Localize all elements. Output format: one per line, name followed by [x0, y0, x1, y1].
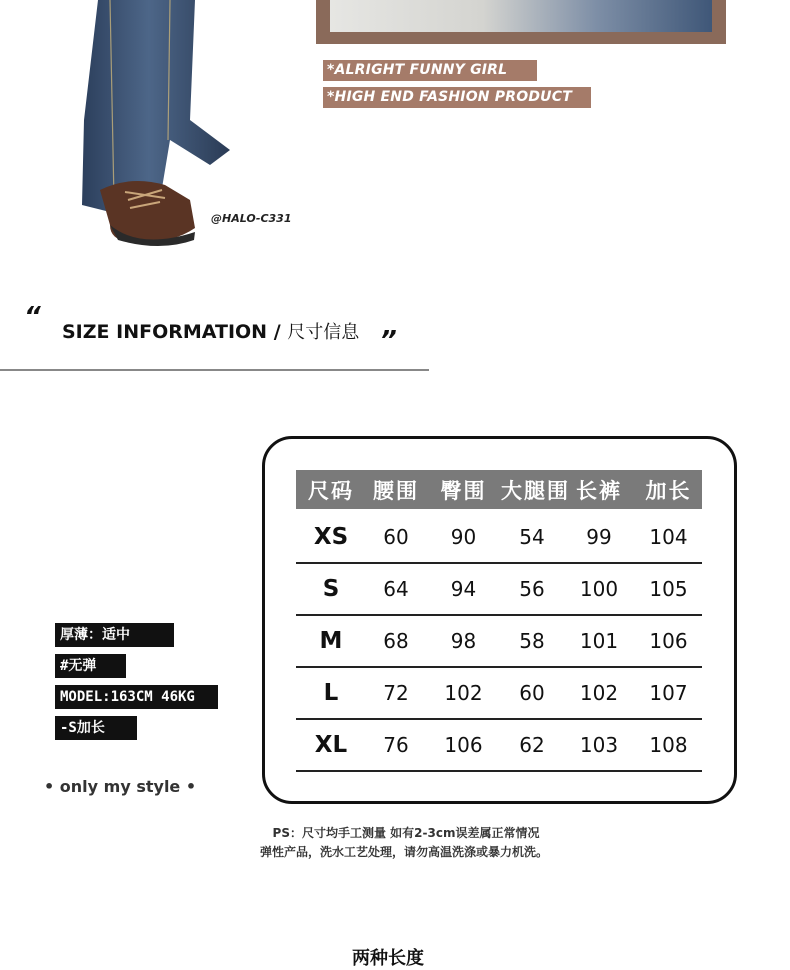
heading-cn: 尺寸信息	[287, 322, 360, 343]
size-table-header	[296, 470, 702, 509]
attr-model: MODEL:163CM 46KG	[55, 685, 218, 709]
cell-extended-length: 107	[649, 681, 688, 705]
attr-thickness: 厚薄：适中	[55, 623, 174, 647]
cell-size: M	[319, 628, 343, 654]
attr-elasticity: #无弹	[55, 654, 126, 678]
cell-hip: 94	[450, 577, 477, 601]
cell-size: L	[323, 680, 339, 706]
style-tagline: • only my style •	[44, 777, 197, 796]
tag-alright-funny-girl: *ALRIGHT FUNNY GIRL	[323, 60, 537, 81]
table-row	[296, 512, 702, 564]
cell-pants-length: 102	[579, 681, 619, 705]
cell-size: XS	[313, 524, 349, 550]
cell-waist: 68	[383, 629, 409, 653]
cropped-photo	[330, 0, 712, 32]
photo-frame	[316, 0, 726, 44]
cell-waist: 72	[383, 681, 409, 705]
cell-size: XL	[314, 732, 348, 758]
cell-thigh: 62	[519, 733, 545, 757]
cell-extended-length: 105	[649, 577, 688, 601]
table-row	[296, 564, 702, 616]
table-row	[296, 720, 702, 772]
header-waist: 腰围	[373, 478, 419, 503]
header-hip: 臀围	[440, 478, 487, 503]
tag-high-end-fashion: *HIGH END FASHION PRODUCT	[323, 87, 591, 108]
cell-thigh: 58	[519, 629, 545, 653]
cell-thigh: 56	[519, 577, 545, 601]
cell-hip: 90	[450, 525, 477, 549]
size-information-heading	[62, 318, 359, 344]
cell-extended-length: 104	[649, 525, 688, 549]
cell-pants-length: 100	[579, 577, 619, 601]
cell-extended-length: 106	[649, 629, 688, 653]
table-row	[296, 668, 702, 720]
cell-extended-length: 108	[649, 733, 688, 757]
header-size: 尺码	[308, 478, 354, 503]
quote-close-icon: ”	[380, 326, 397, 356]
header-pants-length: 长裤	[576, 478, 622, 503]
cell-hip: 102	[444, 681, 483, 705]
heading-divider	[0, 369, 429, 371]
cell-hip: 98	[450, 629, 477, 653]
cell-waist: 64	[383, 577, 409, 601]
header-extended-length: 加长	[645, 478, 692, 503]
cell-hip: 106	[444, 733, 483, 757]
heading-en: SIZE INFORMATION /	[62, 321, 288, 343]
washing-note: 弹性产品，洗水工艺处理，请勿高温洗涤或暴力机洗。	[259, 845, 548, 859]
cell-waist: 60	[383, 525, 409, 549]
next-section-title: 两种长度	[352, 948, 424, 969]
cell-waist: 76	[383, 733, 409, 757]
table-row	[296, 616, 702, 668]
quote-open-icon: “	[24, 302, 41, 332]
cell-pants-length: 101	[579, 629, 619, 653]
cell-thigh: 60	[519, 681, 545, 705]
header-thigh: 大腿围	[501, 478, 570, 503]
measurement-note: PS：尺寸均手工测量 如有2-3cm误差属正常情况	[272, 826, 540, 840]
cell-pants-length: 99	[586, 525, 612, 549]
cell-thigh: 54	[519, 525, 545, 549]
cell-size: S	[322, 576, 340, 602]
cell-pants-length: 103	[579, 733, 619, 757]
brand-handle: @HALO-C331	[211, 212, 292, 225]
attr-length: -S加长	[55, 716, 137, 740]
